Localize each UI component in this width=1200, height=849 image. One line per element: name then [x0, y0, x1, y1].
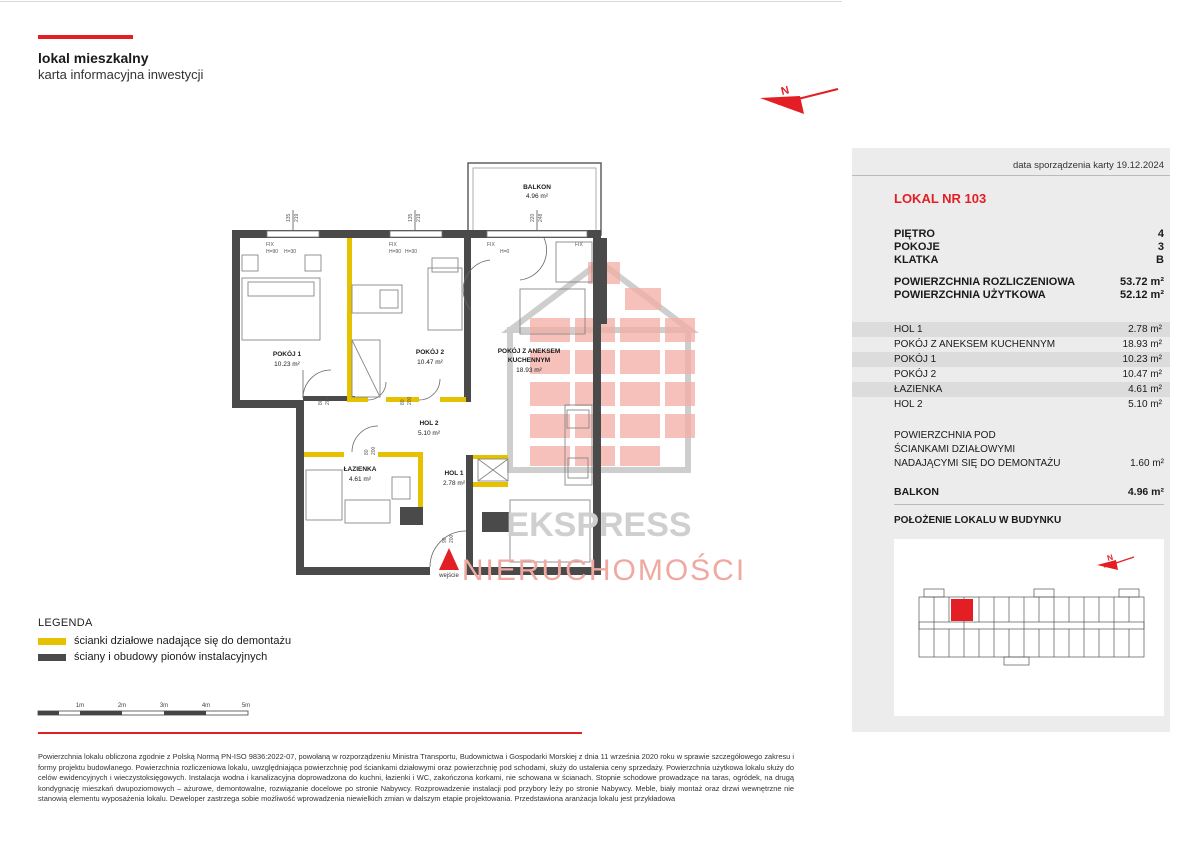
card-date: data sporządzenia karty 19.12.2024 — [1012, 160, 1164, 171]
svg-text:NIERUCHOMOŚCI: NIERUCHOMOŚCI — [461, 554, 747, 587]
legend-title: LEGENDA — [38, 617, 93, 629]
svg-text:3m: 3m — [159, 703, 169, 709]
balkon-divider — [894, 504, 1164, 505]
svg-text:200: 200 — [325, 396, 331, 405]
svg-text:80: 80 — [364, 449, 370, 455]
legend-swatch-yellow — [38, 638, 66, 645]
svg-text:135: 135 — [408, 213, 414, 222]
svg-text:H=30: H=30 — [284, 249, 297, 255]
svg-text:FIX: FIX — [266, 242, 274, 248]
footer-accent-line — [38, 732, 582, 734]
room-row-pokoj-aneks: POKÓJ Z ANEKSEM KUCHENNYM 18.93 m² — [894, 339, 1162, 350]
svg-text:N: N — [1106, 552, 1115, 563]
svg-text:80: 80 — [400, 399, 406, 405]
room-name-pokoj2: POKÓJ 2 — [415, 349, 445, 356]
legend-item-demontaz: ścianki działowe nadające się do demontażu — [38, 633, 291, 649]
room-area-pokoj-aneks: 18.93 m² — [516, 367, 542, 374]
room-row-pokoj1: POKÓJ 1 10.23 m² — [852, 352, 1170, 367]
room-area-pokoj2: 10.47 m² — [417, 359, 443, 366]
entrance-marker — [438, 548, 459, 579]
interior-walls — [303, 238, 509, 567]
svg-text:2m: 2m — [117, 703, 127, 709]
room-name-lazienka: ŁAZIENKA — [343, 466, 377, 473]
room-row-hol2: HOL 2 5.10 m² — [894, 399, 1162, 410]
scale-bar — [38, 700, 251, 720]
demountable-walls — [304, 238, 508, 507]
footer-disclaimer: Powierzchnia lokalu obliczona zgodnie z Polską Normą PN-ISO 9836:2022-07, powołaną w rozporządzeniu Ministra Transportu, Budownictwa i Gospodarki Morskiej z dnia 11 września 2020 roku w sprawie szczegółowego zakresu i formy projektu budowlanego. Powierzchnia rozliczeniowa lokalu, uwzględniająca powierzchnię pod ściankami działowymi oraz powierzchnię pod schodami, służy do ustalenia ceny sprzedaży. Powierzchnia użytkowa lokalu służy do celów ewidencyjnych i wieczystoksięgowych. Instalacja wodna i kanalizacyjna doprowadzona do kuchni, łazienki i WC, zakończona korkami, nie schowana w ścianach. Stopnie schodowe prowadzące na taras, ogródek, na drugą kondygnację mieszkań dwupoziomowych – ażurowe, demontowalne, rozwiązanie docelowe po stronie Nabywcy. Rozprowadzenie instalacji pod przybory leży po stronie Nabywcy. Meble, biały montaż oraz drzwi wewnętrzne nie stanowią elementu wyposażenia lokalu. Deweloper zastrzega sobie możliwość wprowadzenia niewielkich zmian w dalszym etapie projektowania. Przedstawiona aranżacja lokalu jest przykładowa — [38, 752, 794, 804]
room-area-balkon: 4.96 m² — [525, 193, 549, 200]
room-area-hol2: 5.10 m² — [417, 430, 441, 437]
svg-text:4m: 4m — [201, 703, 211, 709]
svg-text:FIX: FIX — [575, 242, 583, 248]
building-location-map — [894, 539, 1164, 716]
svg-text:219: 219 — [294, 213, 300, 222]
room-row-pokoj2: POKÓJ 2 10.47 m² — [894, 369, 1162, 380]
entrance-label: wejście — [439, 573, 459, 579]
window-dimension-marks — [293, 210, 537, 230]
room-name-balkon: BALKON — [523, 184, 551, 191]
svg-text:FIX: FIX — [389, 242, 397, 248]
balkon-area: BALKON 4.96 m² — [894, 486, 1164, 498]
svg-text:200: 200 — [449, 534, 455, 543]
area-uzytkowa: POWIERZCHNIA UŻYTKOWA 52.12 m² — [894, 289, 1164, 301]
room-row-lazienka: ŁAZIENKA 4.61 m² — [852, 382, 1170, 397]
info-klatka: KLATKA B — [894, 254, 1164, 266]
area-rozliczeniowa: POWIERZCHNIA ROZLICZENIOWA 53.72 m² — [894, 276, 1164, 288]
legend — [38, 617, 291, 665]
svg-text:90: 90 — [442, 537, 448, 543]
window-notes — [266, 242, 583, 255]
legend-swatch-dark — [38, 654, 66, 661]
svg-text:H=90: H=90 — [389, 249, 402, 255]
svg-text:220: 220 — [530, 213, 536, 222]
polozenie-title: POŁOŻENIE LOKALU W BUDYNKU — [894, 515, 1062, 526]
room-name-pokoj-aneks: POKÓJ Z ANEKSEM — [497, 348, 561, 355]
lokal-number: LOKAL NR 103 — [894, 191, 987, 206]
room-area-lazienka: 4.61 m² — [348, 476, 372, 483]
minimap-north-arrow-icon — [1097, 553, 1134, 570]
demontaz-area: POWIERZCHNIA POD ŚCIANKAMI DZIAŁOWYMI NADAJĄCYMI SIĘ DO DEMONTAŻU 1.60 m² — [894, 430, 1164, 469]
info-pietro: PIĘTRO 4 — [894, 228, 1164, 240]
info-pokoje: POKOJE 3 — [894, 241, 1164, 253]
north-arrow-icon — [760, 84, 838, 114]
legend-item-sciany: ściany i obudowy pionów instalacyjnych — [38, 649, 291, 665]
unit-location-highlight — [951, 599, 973, 621]
room-area-hol1: 2.78 m² — [442, 480, 466, 487]
date-divider — [852, 175, 1170, 176]
svg-text:1m: 1m — [75, 703, 85, 709]
svg-text:EKSPRESS: EKSPRESS — [506, 506, 692, 544]
svg-text:219: 219 — [416, 213, 422, 222]
svg-text:135: 135 — [286, 213, 292, 222]
svg-text:H=90: H=90 — [266, 249, 279, 255]
north-label: N — [779, 84, 791, 98]
svg-text:H=0: H=0 — [500, 249, 510, 255]
svg-text:248: 248 — [538, 213, 544, 222]
room-row-hol1: HOL 1 2.78 m² — [852, 322, 1170, 337]
svg-text:H=30: H=30 — [405, 249, 418, 255]
windows — [267, 231, 587, 237]
svg-text:5m: 5m — [241, 703, 251, 709]
svg-text:200: 200 — [371, 446, 377, 455]
svg-text:FIX: FIX — [487, 242, 495, 248]
room-name-hol1: HOL 1 — [444, 470, 464, 477]
room-area-pokoj1: 10.23 m² — [274, 361, 300, 368]
room-name-pokoj-aneks-2: KUCHENNYM — [507, 357, 551, 364]
svg-text:80: 80 — [318, 399, 324, 405]
page-title: lokal mieszkalny — [38, 50, 149, 66]
info-panel — [852, 148, 1170, 732]
room-name-pokoj1: POKÓJ 1 — [272, 351, 302, 358]
room-labels — [273, 184, 560, 487]
room-name-hol2: HOL 2 — [419, 420, 439, 427]
svg-text:200: 200 — [407, 396, 413, 405]
page-subtitle: karta informacyjna inwestycji — [38, 67, 204, 82]
